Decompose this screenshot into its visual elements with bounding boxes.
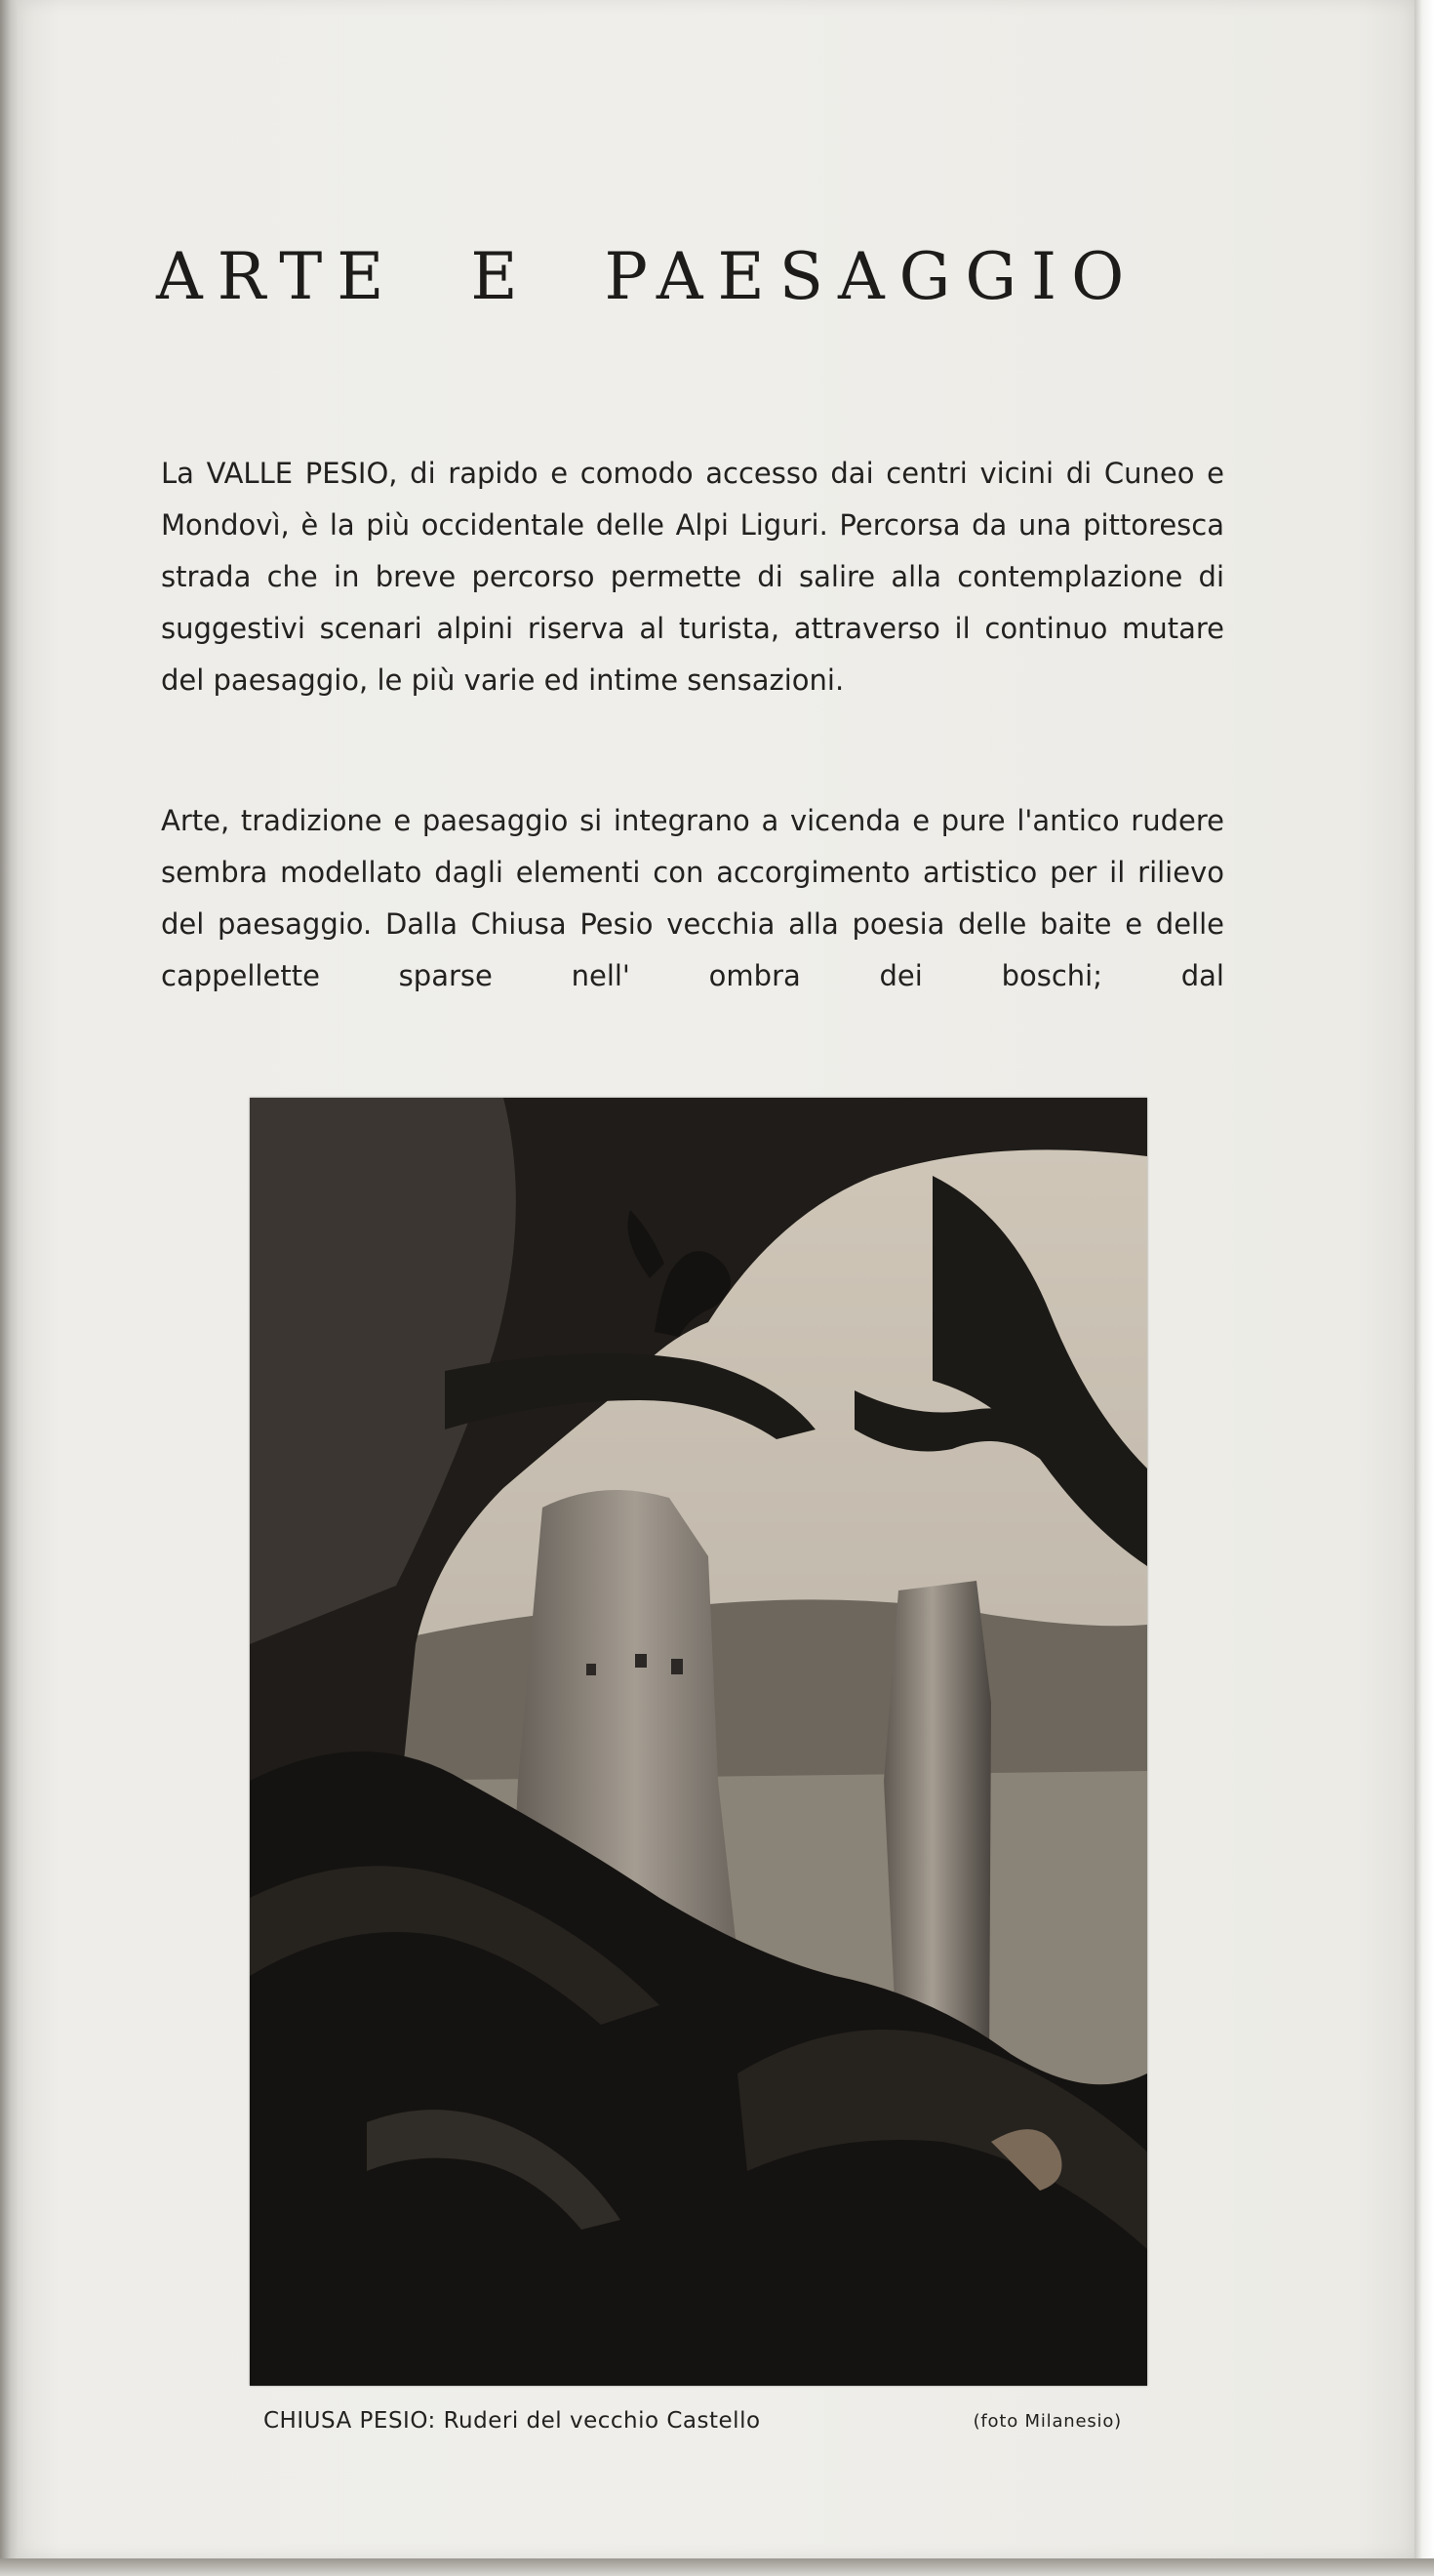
photo-caption [263,2403,1122,2442]
page-bottom-edge [0,2558,1434,2576]
photo-credit: (foto Milanesio) [973,2411,1122,2432]
page-title: ARTE E PAESAGGIO [156,239,1139,314]
page-right-edge [1414,0,1434,2576]
castle-ruins-photo-illustration [250,1098,1147,2386]
page-spine-shadow [0,0,18,2576]
photo-caption-title: CHIUSA PESIO: Ruderi del vecchio Castello [263,2408,761,2434]
intro-paragraph: La VALLE PESIO, di rapido e comodo accesso dai centri vicini di Cuneo e Mondovì, è la più occidentale delle Alpi Liguri. Percorsa da una pittoresca strada che in breve percorso permette di salire alla contemplazione di suggestivi scenari alpini riserva al turista, attraverso il continuo mutare del paesaggio, le più varie ed intime sensazioni. [161,457,1224,697]
castle-ruins-photo [250,1098,1147,2386]
second-paragraph: Arte, tradizione e paesaggio si integrano a vicenda e pure l'antico rudere sembra modellato dagli elementi con accorgimento artistico per il rilievo del paesaggio. Dalla Chiusa Pesio vecchia alla poesia delle baite e delle cappellette sparse nell' ombra dei boschi; dal [161,804,1224,992]
